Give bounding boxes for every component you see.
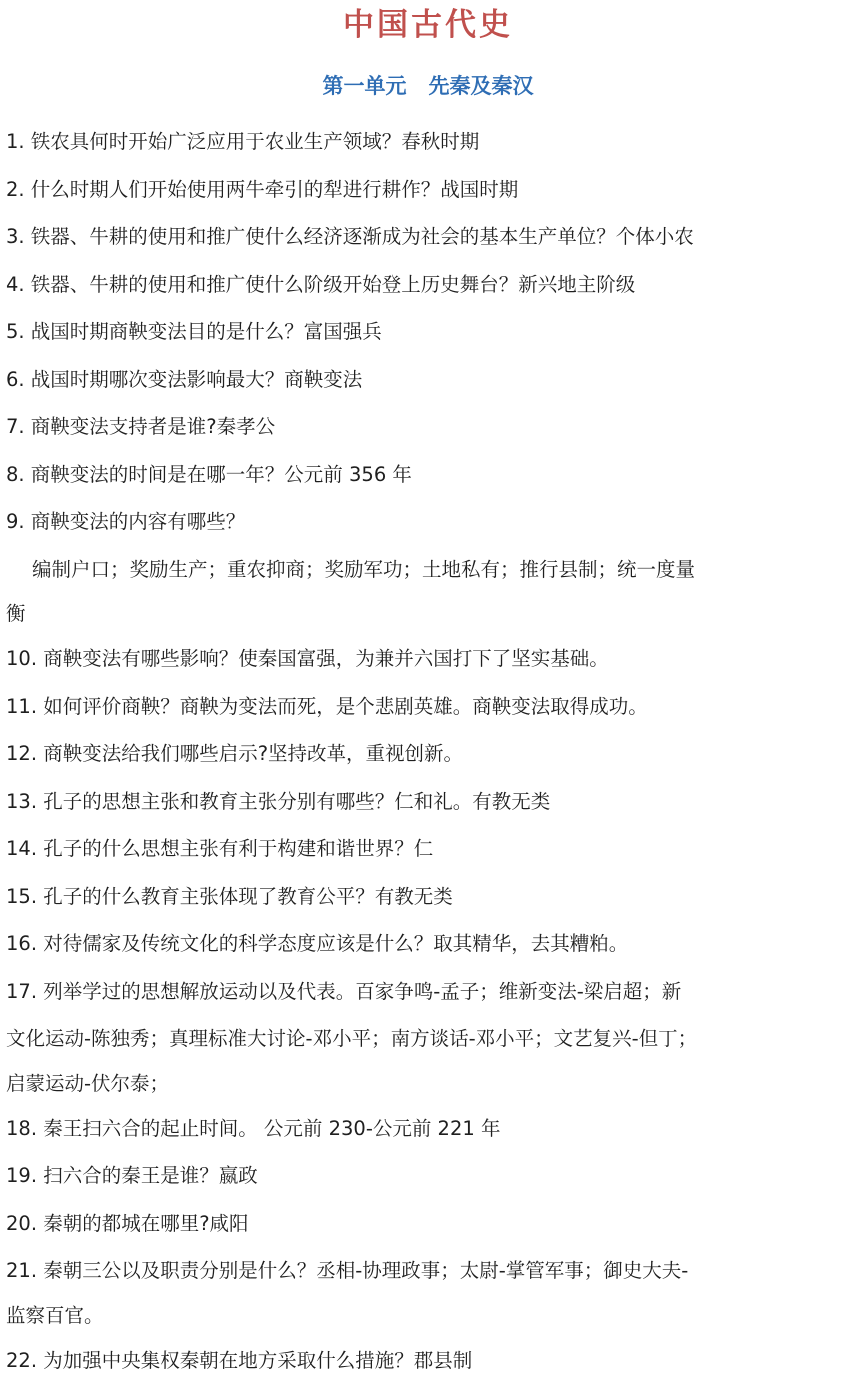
qa-answer-continuation: 编制户口；奖励生产；重农抑商；奖励军功；土地私有；推行县制；统一度量 xyxy=(6,546,850,594)
qa-line: 6. 战国时期哪次变法影响最大？商鞅变法 xyxy=(6,356,850,404)
qa-line: 13. 孔子的思想主张和教育主张分别有哪些？仁和礼。有教无类 xyxy=(6,778,850,826)
document-title: 中国古代史 xyxy=(6,0,850,50)
qa-line: 5. 战国时期商鞅变法目的是什么？富国强兵 xyxy=(6,308,850,356)
qa-line: 9. 商鞅变法的内容有哪些？ xyxy=(6,498,850,546)
qa-line: 18. 秦王扫六合的起止时间。 公元前 230-公元前 221 年 xyxy=(6,1105,850,1153)
qa-line: 21. 秦朝三公以及职责分别是什么？丞相-协理政事；太尉-掌管军事；御史大夫- xyxy=(6,1247,850,1295)
qa-answer-continuation: 衡 xyxy=(6,593,850,635)
qa-line: 12. 商鞅变法给我们哪些启示?坚持改革，重视创新。 xyxy=(6,730,850,778)
question-answer-list xyxy=(6,118,850,1384)
qa-answer-continuation: 文化运动-陈独秀；真理标准大讨论-邓小平；南方谈话-邓小平；文艺复兴-但丁； xyxy=(6,1015,850,1063)
qa-line: 7. 商鞅变法支持者是谁?秦孝公 xyxy=(6,403,850,451)
qa-line: 3. 铁器、牛耕的使用和推广使什么经济逐渐成为社会的基本生产单位？个体小农 xyxy=(6,213,850,261)
qa-answer-continuation: 启蒙运动-伏尔泰； xyxy=(6,1063,850,1105)
qa-line: 10. 商鞅变法有哪些影响？使秦国富强，为兼并六国打下了坚实基础。 xyxy=(6,635,850,683)
unit-subtitle: 第一单元 先秦及秦汉 xyxy=(6,70,850,102)
qa-line: 22. 为加强中央集权秦朝在地方采取什么措施？郡县制 xyxy=(6,1337,850,1384)
qa-line: 19. 扫六合的秦王是谁？嬴政 xyxy=(6,1152,850,1200)
qa-answer-continuation: 监察百官。 xyxy=(6,1295,850,1337)
qa-line: 4. 铁器、牛耕的使用和推广使什么阶级开始登上历史舞台？新兴地主阶级 xyxy=(6,261,850,309)
qa-line: 17. 列举学过的思想解放运动以及代表。百家争鸣-孟子；维新变法-梁启超；新 xyxy=(6,968,850,1016)
qa-line: 14. 孔子的什么思想主张有利于构建和谐世界？仁 xyxy=(6,825,850,873)
qa-line: 2. 什么时期人们开始使用两牛牵引的犁进行耕作？战国时期 xyxy=(6,166,850,214)
qa-line: 8. 商鞅变法的时间是在哪一年？公元前 356 年 xyxy=(6,451,850,499)
qa-line: 20. 秦朝的都城在哪里?咸阳 xyxy=(6,1200,850,1248)
qa-line: 16. 对待儒家及传统文化的科学态度应该是什么？取其精华，去其糟粕。 xyxy=(6,920,850,968)
qa-line: 1. 铁农具何时开始广泛应用于农业生产领域？春秋时期 xyxy=(6,118,850,166)
qa-line: 11. 如何评价商鞅？商鞅为变法而死，是个悲剧英雄。商鞅变法取得成功。 xyxy=(6,683,850,731)
qa-line: 15. 孔子的什么教育主张体现了教育公平？有教无类 xyxy=(6,873,850,921)
